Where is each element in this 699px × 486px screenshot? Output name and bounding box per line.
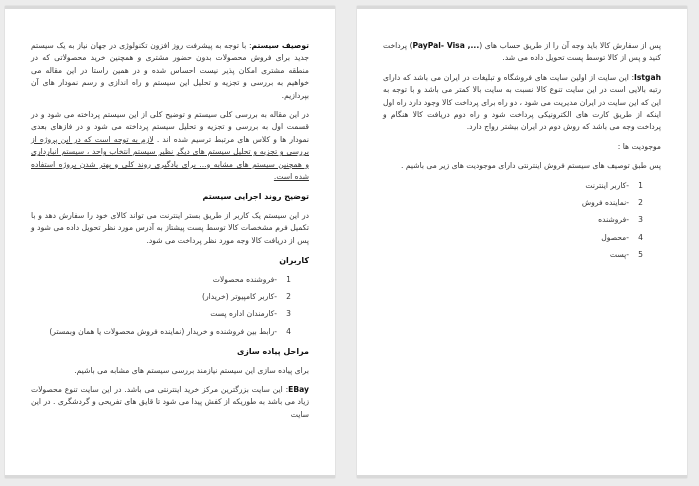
ebay-bold: EBay (288, 384, 309, 394)
system-description-bold: توصیف سیستم (251, 41, 309, 50)
article-text: در این مقاله به بررسی کلی سیستم و توضیح کلی از این سیستم پرداخته می شود و در قسمت اول به بررسی و تجزیه و تحلیل سیستم پرداخته می شود و در فازهای بعدی نمودار ها و کلاس های مرتبط ترسیم شده اند . (31, 110, 310, 144)
list-number: 4 (286, 326, 291, 336)
istgah-bold: Istgah (634, 72, 661, 82)
istgah-text: : این سایت از اولین سایت های فروشگاه و تبلیغات در ایران می باشد که دارای رتبه بالایی است در این سایت تنوع کالا نسبت به سایت بالا کمتر می باشد و با توجه به این که این سایت در ایران مدیریت می شود ، دو راه برای پرداخت کالا وجود دارد راه اول اینکه از طریق کارت های الکترونیکی پرداخت شود و راه دوم دریافت کالا هنگام و پرداخت وجه می باشد که روش دوم در ایران بیشتر رواج دارد. (383, 72, 661, 132)
page-top-edge (5, 6, 335, 9)
list-item (31, 274, 291, 286)
intro-text: : با توجه به پیشرفت روز افزون تکنولوژی در جهان نیاز به یک سیستم جدید برای فروش محصولات بدون حضور مشتری و همچنین خرید محصولاتی که در منطقه مشتری امکان پذیر نیست احساس شده و در همین راستا در این مقاله می خواهیم به بررسی و تجزیه و تحلیل این سیستم و راه اندازی و رسم نمودار های آن بپردازیم. (31, 41, 309, 100)
users-heading: کاربران (279, 256, 309, 266)
list-text: -فروشنده محصولات (212, 274, 277, 284)
list-text: -نماینده فروش (581, 198, 629, 208)
paypal-paragraph-start: پس از سفارش کالا باید وجه آن را از طریق حساب های ( (479, 41, 661, 50)
list-text: -کاربر کامپیوتر (خریدار) (202, 291, 277, 301)
page-bottom-edge (357, 475, 687, 478)
page-bottom-edge (5, 475, 335, 478)
list-item (31, 291, 291, 303)
list-item (383, 249, 643, 261)
implementation-paragraph: برای پیاده سازی این سیستم نیازمند بررسی سیستم های مشابه می باشیم. (74, 365, 309, 375)
list-number: 3 (638, 215, 643, 225)
list-number: 5 (638, 250, 643, 260)
implementation-heading: مراحل پیاده سازی (236, 347, 309, 357)
article-paragraph (31, 109, 309, 183)
list-number: 1 (638, 180, 643, 190)
paypal-paragraph (383, 40, 661, 65)
intro-paragraph (31, 40, 309, 102)
list-item (383, 214, 643, 226)
list-text: -کارمندان اداره پست (210, 309, 277, 319)
left-page (5, 6, 335, 478)
article-underlined-text: لازم به توجه است که در این پروژه از بررسی و تجزیه و تحلیل سیستم های دیگر نظیر سیستم انتخاب واحد ، سیستم انبارداری و همچنین سیستم های مشابه و... برای یادگیری روند کلی و بهتر شدن پروژه استفاده شده است. (31, 134, 309, 182)
paypal-paragraph-end: ) پرداخت کنید و پس از کالا توسط پست تحویل داده می شد. (383, 41, 661, 63)
list-number: 1 (286, 274, 291, 284)
users-list (31, 274, 309, 339)
execution-paragraph: در این سیستم یک کاربر از طریق بستر اینترنت می تواند کالای خود را سفارش دهد و با تکمیل فرم مشخصات کالا توسط پست پیشتاز به آدرس مورد نظر تحویل داده می شود و پس از دریافت کالا وجه مورد نظر پرداخت می شود. (31, 210, 309, 245)
list-number: 3 (286, 309, 291, 319)
list-number: 2 (286, 291, 291, 301)
list-text: -محصول (601, 232, 629, 242)
list-item (383, 232, 643, 244)
entities-intro: پس طبق توصیف های سیستم فروش اینترنتی دارای موجودیت های زیر می باشیم . (401, 161, 661, 171)
entities-list (383, 180, 661, 262)
right-page-content (383, 40, 661, 270)
left-page-content (31, 40, 309, 428)
list-text: -رابط بین فروشنده و خریدار (نماینده فروش محصولات یا همان وبمستر) (49, 326, 277, 336)
entities-heading: موجودیت ها : (617, 141, 661, 151)
list-item (31, 326, 291, 338)
list-item (31, 308, 291, 320)
list-number: 4 (638, 232, 643, 242)
list-text: -پست (609, 250, 629, 260)
ebay-text: : این سایت بزرگترین مرکز خرید اینترنتی می باشد. در این سایت تنوع محصولات زیاد می باشد به طوریکه از کفش پیدا می شود تا قایق های تفریحی و گردشگری . در این سایت (31, 384, 309, 419)
list-text: -فروشنده (598, 215, 629, 225)
paypal-visa-bold: PayPal- Visa ,... (412, 41, 480, 50)
ebay-paragraph (31, 384, 309, 421)
page-top-edge (357, 6, 687, 9)
list-text: -کاربر اینترنت (585, 180, 629, 190)
execution-process-heading: توضیح روند اجرایی سیستم (202, 192, 309, 202)
list-item (383, 180, 643, 192)
right-page (357, 6, 687, 478)
list-number: 2 (638, 198, 643, 208)
istgah-paragraph (383, 72, 661, 134)
list-item (383, 197, 643, 209)
